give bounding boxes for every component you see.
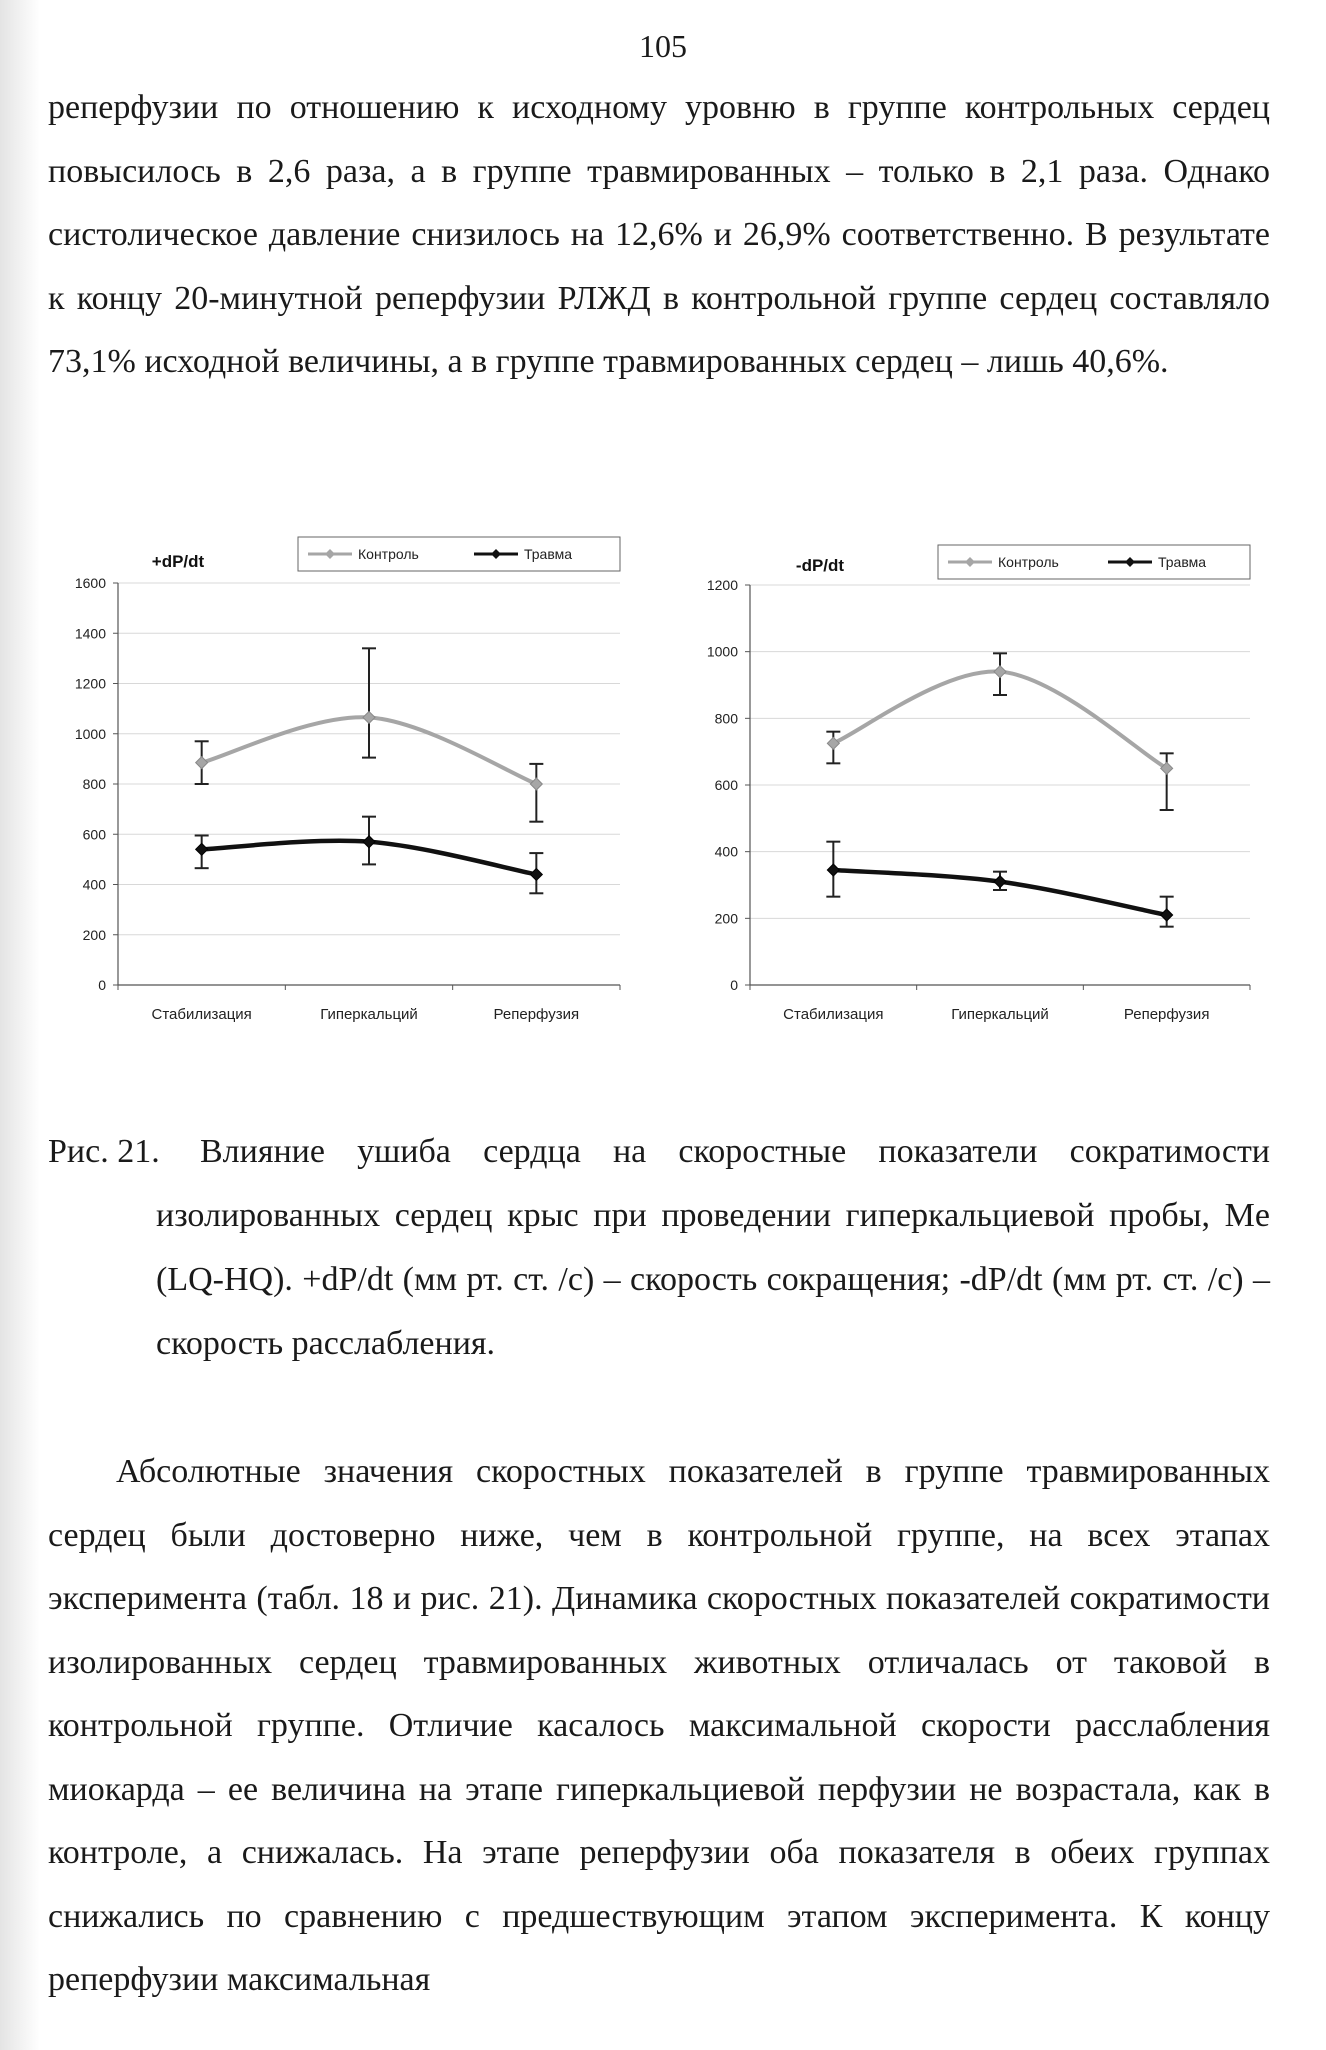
x-tick-label: Реперфузия (493, 1006, 580, 1023)
legend-label: Травма (524, 546, 573, 562)
y-tick-label: 200 (714, 910, 738, 927)
x-tick-label: Стабилизация (151, 1006, 252, 1023)
x-tick-label: Стабилизация (783, 1006, 884, 1023)
chart-plus-dpdt (48, 525, 630, 1045)
chart-title: +dP/dt (151, 552, 205, 571)
page-number: 105 (639, 28, 687, 64)
y-tick-label: 1200 (706, 577, 738, 593)
y-tick-label: 1000 (74, 725, 106, 742)
scan-shadow (0, 0, 40, 2050)
paragraph-bottom: Абсолютные значения скоростных показателей в группе травмированных сердец были достоверно ниже, чем в контрольной группе, на всех этапах эксперимента (табл. 18 и рис. 21). Динамика скоростных показателей сократимости изолированных сердец травмированных животных отличалась от таковой в контрольной группе. Отличие касалось максимальной скорости расслабления миокарда – ее величина на этапе гиперкальциевой перфузии не возрастала, как в контроле, а снижалась. На этапе реперфузии оба показателя в обеих группах снижались по сравнению с предшествующим этапом эксперимента. К концу реперфузии максимальная (48, 1453, 1270, 1998)
chart-title: -dP/dt (795, 556, 845, 575)
legend-label: Травма (1158, 554, 1207, 570)
y-tick-label: 0 (730, 977, 738, 993)
legend-label: Контроль (358, 546, 419, 562)
data-point (1161, 909, 1173, 921)
y-tick-label: 600 (714, 777, 738, 793)
data-point (530, 868, 542, 880)
data-point (994, 876, 1006, 888)
y-tick-label: 0 (98, 977, 106, 993)
data-point (530, 778, 542, 790)
data-point (994, 666, 1006, 678)
x-tick-label: Гиперкальций (951, 1006, 1049, 1023)
y-tick-label: 1200 (74, 675, 106, 692)
legend-label: Контроль (998, 554, 1059, 570)
chart-minus-dpdt-svg (670, 525, 1260, 1045)
y-tick-label: 200 (82, 926, 106, 943)
caption-text: Влияние ушиба сердца на скоростные показатели сократимости изолированных сердец крыс при проведении гиперкальциевой пробы, Me (LQ-HQ). +dP/dt (мм рт. ст. /с) – скорость сокращения; -dP/dt (мм рт. ст. /с) – скорость расслабления. (156, 1133, 1270, 1362)
y-tick-label: 400 (714, 843, 738, 860)
y-tick-label: 600 (82, 826, 106, 843)
data-point (196, 757, 208, 769)
chart-plus-dpdt-svg (48, 525, 630, 1045)
y-tick-label: 1400 (74, 625, 106, 642)
data-point (363, 836, 375, 848)
x-tick-label: Гиперкальций (320, 1006, 418, 1023)
caption-label: Рис. 21. (48, 1133, 160, 1170)
y-tick-label: 1000 (706, 643, 738, 660)
data-point (196, 843, 208, 855)
data-point (363, 711, 375, 723)
y-tick-label: 400 (82, 876, 106, 893)
x-tick-label: Реперфузия (1123, 1006, 1210, 1023)
y-tick-label: 1600 (74, 575, 106, 591)
chart-minus-dpdt (670, 525, 1260, 1045)
y-tick-label: 800 (714, 710, 738, 727)
paragraph-top: реперфузии по отношению к исходному уровню в группе контрольных сердец повысилось в 2,6 раза, а в группе травмированных – только в 2,1 раза. Однако систолическое давление снизилось на 12,6% и 26,9% соответственно. В результате к концу 20-минутной реперфузии РЛЖД в контрольной группе сердец составляло 73,1% исходной величины, а в группе травмированных сердец – лишь 40,6%. (48, 89, 1270, 380)
y-tick-label: 800 (82, 776, 106, 792)
data-point (827, 864, 839, 876)
